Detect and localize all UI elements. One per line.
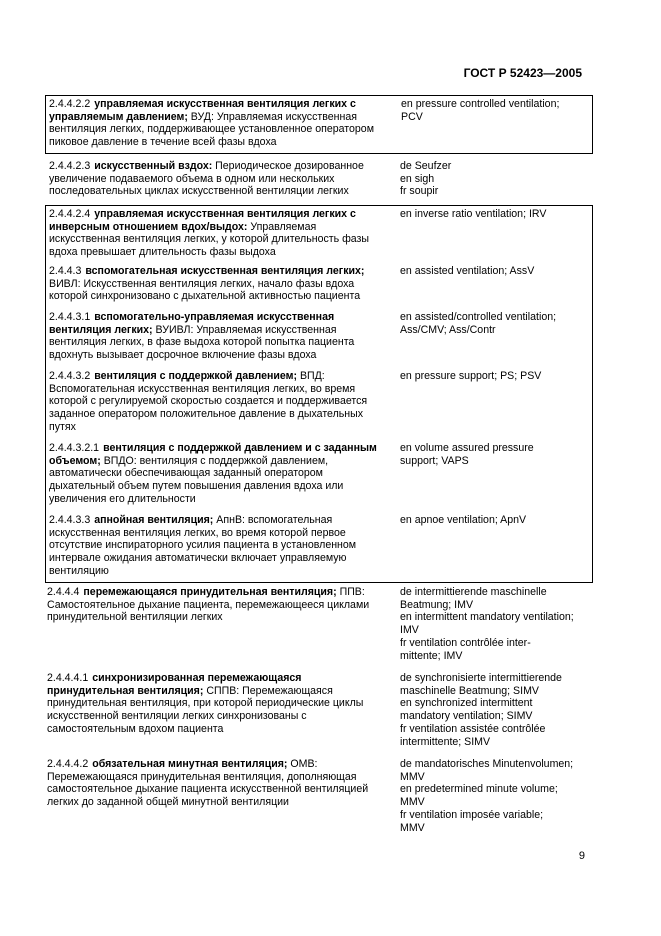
term-number: 2.4.4.4 (47, 586, 80, 598)
term-text: ВПД: Вспомогательная искусственная вентиляция легких, во время которой с регулируемой скоростью создается и поддерживается заданное оператором положительное давление в дыхательных путях (49, 370, 368, 433)
term-definition-ru (47, 758, 387, 809)
term-text: ВУД: Управляемая искусственная вентиляция легких, поддерживающее установленное оператором пиковое давление в течение всей фазы вдоха (49, 110, 374, 149)
term-definition-ru (49, 514, 389, 578)
term-text: ВУИВЛ: Управляемая искусственная вентиляция легких, в фазе выдоха которой попытка пациента вдохнуть вызывает досрочное включение фазы вдоха (49, 323, 355, 362)
equivalent-line: en inverse ratio ventilation; IRV (400, 208, 547, 220)
term-definition-ru (49, 311, 389, 362)
term-number: 2.4.4.3.1 (49, 311, 91, 323)
term-definition-ru (47, 586, 387, 624)
term-title: управляемая искусственная вентиляция легких с управляемым давлением; (49, 98, 356, 123)
equivalent-line: MMV (400, 770, 425, 783)
page-number: 9 (578, 850, 585, 862)
term-definition-ru (47, 672, 387, 736)
term-definition-ru (49, 370, 389, 434)
term-title: вспомогательно-управляемая искусственная вентиляция легких; (49, 311, 335, 336)
term-equivalents (400, 514, 590, 527)
term-equivalents (400, 672, 590, 748)
term-title: апнойная вентиляция; (94, 514, 214, 526)
equivalent-line: de mandatorisches Minutenvolumen; (400, 758, 574, 770)
term-entry (45, 95, 593, 154)
term-equivalents (400, 758, 590, 834)
term-number: 2.4.4.4.1 (47, 672, 89, 684)
equivalent-line: fr ventilation contrôlée inter- (400, 636, 531, 649)
term-number: 2.4.4.2.2 (49, 98, 91, 110)
equivalent-line: de Seufzer (400, 160, 452, 172)
term-equivalents (400, 370, 590, 383)
equivalent-line: fr ventilation assistée contrôlée (400, 722, 546, 735)
term-number: 2.4.4.3 (49, 265, 82, 277)
term-definition-ru (49, 208, 389, 259)
equivalent-line: en sigh (400, 172, 435, 185)
term-text: СППВ: Перемежающаяся принудительная вентиляция, при которой периодические циклы искусственной вентиляции легких синхронизованы с самостоятельным вдохом пациента (47, 684, 364, 735)
term-number: 2.4.4.3.2.1 (49, 442, 100, 454)
term-title: управляемая искусственная вентиляция легких с инверсным отношением вдох/выдох: (49, 208, 356, 233)
equivalent-line: fr ventilation imposée variable; (400, 808, 544, 821)
equivalent-line: mandatory ventilation; SIMV (400, 710, 533, 723)
term-equivalents (400, 208, 590, 221)
equivalent-line: IMV (400, 624, 419, 637)
term-title: вентиляция с поддержкой давлением; (94, 370, 297, 382)
term-number: 2.4.4.2.3 (49, 160, 91, 172)
term-text: Периодическое дозированное увеличение подаваемого объема в одном или нескольких последовательных циклах искусственной вентиляции легких (49, 160, 364, 198)
term-title: перемежающаяся принудительная вентиляция; (83, 586, 337, 598)
equivalent-line: de synchronisierte intermittierende (400, 672, 562, 684)
term-definition-ru (49, 442, 389, 506)
equivalent-line: en assisted/controlled ventilation; (400, 311, 557, 323)
term-number: 2.4.4.3.2 (49, 370, 91, 382)
term-equivalents (401, 98, 591, 123)
equivalent-line: Ass/CMV; Ass/Contr (400, 323, 496, 336)
equivalent-line: en volume assured pressure (400, 442, 534, 454)
term-number: 2.4.4.4.2 (47, 758, 89, 770)
term-definition-ru (49, 160, 389, 198)
document-header: ГОСТ Р 52423—2005 (463, 66, 582, 80)
equivalent-line: de intermittierende maschinelle (400, 586, 547, 598)
equivalent-line: intermittente; SIMV (400, 735, 491, 748)
term-title: вспомогательная искусственная вентиляция легких; (85, 265, 365, 277)
equivalent-line: Beatmung; IMV (400, 598, 474, 611)
term-text: ОМВ: Перемежающаяся принудительная вентиляция, дополняющая самостоятельное дыхание пациента искусственной вентиляцией легких до заданной общей минутной вентиляции (47, 758, 369, 809)
term-text: Управляемая искусственная вентиляция легких, у которой длительность фазы вдоха превышает длительность фазы выдоха (49, 220, 370, 259)
equivalent-line: MMV (400, 821, 425, 834)
equivalent-line: en intermittent mandatory ventilation; (400, 611, 574, 624)
equivalent-line: en pressure controlled ventilation; (401, 98, 560, 110)
term-entry (49, 158, 593, 204)
equivalent-line: en assisted ventilation; AssV (400, 265, 535, 277)
term-text: АпнВ: вспомогательная искусственная вентиляция легких, во время которой первое отсутствие инспираторного усилия пациента в установленном интервале ожидания автоматически включает управляемую вентиляцию (49, 514, 357, 577)
term-text: ВИВЛ: Искусственная вентиляция легких, начало фазы вдоха которой синхронизовано с дыхательной активностью пациента (49, 277, 361, 303)
equivalent-line: en pressure support; PS; PSV (400, 370, 542, 382)
equivalent-line: en predetermined minute volume; (400, 783, 558, 796)
equivalent-line: MMV (400, 796, 425, 809)
equivalent-line: maschinelle Beatmung; SIMV (400, 684, 539, 697)
term-title: искусственный вздох: (94, 160, 213, 172)
term-equivalents (400, 160, 590, 198)
term-title: синхронизированная перемежающаяся принудительная вентиляция; (47, 672, 302, 697)
equivalent-line: en synchronized intermittent (400, 697, 533, 710)
equivalent-line: fr soupir (400, 185, 439, 198)
term-number: 2.4.4.3.3 (49, 514, 91, 526)
equivalent-line: en apnoe ventilation; ApnV (400, 514, 527, 526)
term-title: вентиляция с поддержкой давлением и с заданным объемом; (49, 442, 377, 467)
term-equivalents (400, 442, 590, 467)
equivalent-line: PCV (401, 110, 423, 123)
term-number: 2.4.4.2.4 (49, 208, 91, 220)
term-equivalents (400, 586, 590, 662)
term-text: ВПДО: вентиляция с поддержкой давлением, автоматически обеспечивающая заданный оператором дыхательный объем путем повышения давления вдоха или увеличения его длительности (49, 454, 344, 505)
term-equivalents (400, 265, 590, 278)
term-text: ППВ: Самостоятельное дыхание пациента, перемежающееся циклами принудительной вентиляции легких (47, 586, 370, 624)
term-definition-ru (49, 98, 389, 149)
equivalent-line: mittente; IMV (400, 649, 463, 662)
term-equivalents (400, 311, 590, 336)
term-title: обязательная минутная вентиляция; (92, 758, 288, 770)
equivalent-line: support; VAPS (400, 454, 469, 467)
term-definition-ru (49, 265, 389, 303)
